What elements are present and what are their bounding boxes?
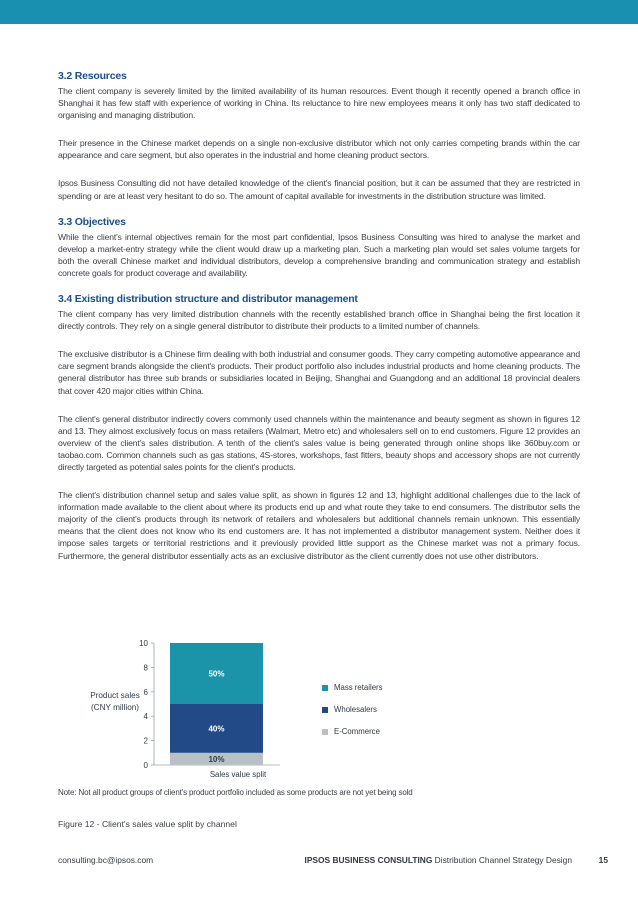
legend-label: E-Commerce: [334, 727, 380, 736]
footer-email: consulting.bc@ipsos.com: [58, 855, 154, 865]
paragraph: Their presence in the Chinese market depends on a single non-exclusive distributor which not only carries competing brands within the car appearance and care segment, but also operates in the industrial and home cleaning product sectors.: [58, 138, 580, 161]
y-tick-label: 6: [143, 687, 148, 697]
bar-data-label: 40%: [208, 724, 225, 734]
footer-brand-name: IPSOS BUSINESS CONSULTING: [304, 855, 433, 865]
legend-item-ecommerce: [322, 726, 383, 737]
legend-label: Mass retailers: [334, 683, 383, 692]
section-heading-resources: 3.2 Resources: [58, 70, 127, 82]
page-footer: [58, 855, 608, 867]
legend-item-wholesalers: [322, 704, 383, 715]
chart-legend: [322, 682, 383, 748]
legend-swatch: [322, 685, 328, 691]
paragraph: Ipsos Business Consulting did not have detailed knowledge of the client's financial position, but it can be assumed that they are restricted in spending or are at least very hesitant to do so. The amount of capital available for investments in the distribution structure was limited.: [58, 178, 580, 201]
sales-split-chart: [58, 640, 580, 785]
bar-data-label: 10%: [208, 754, 225, 764]
footer-brand: [305, 855, 572, 865]
top-color-bar: [0, 0, 638, 24]
y-tick-label: 4: [143, 712, 148, 722]
section-heading-objectives: 3.3 Objectives: [58, 215, 126, 228]
legend-swatch: [322, 707, 328, 713]
y-tick-label: 2: [143, 736, 148, 746]
chart-x-axis-label: Sales value split: [209, 770, 267, 779]
chart-y-axis-label: [80, 687, 150, 714]
paragraph: The exclusive distributor is a Chinese firm dealing with both industrial and consumer goods. They carry competing automotive appearance and care segment brands alongside the client's products. Their product portfolio also includes industrial products and home cleaning products. The general distributor has three sub brands or subsidiaries located in Beijing, Shanghai and Guangdong and an additional 18 provincial dealers that cover 420 major cities within China.: [58, 349, 580, 396]
paragraph: The client company is severely limited by the limited availability of its human resources. Event though it recently opened a branch office in Shanghai it has few staff with experience of working in China. Its reluctance to hire new employees means it only has two staff dedicated to organising and managing distribution.: [58, 86, 580, 121]
chart-y-label-line1: Product sales: [90, 691, 140, 700]
paragraph: The client's distribution channel setup and sales value split, as shown in figures 12 and 13, highlight additional challenges due to the lack of information made available to the client about where its products end up and what route they take to end consumers. The distributor sells the majority of the client's products through its network of retailers and wholesalers but additional channels remain unknown. This essentially means that the client does not know who its end customers are. It has not implemented a distributor management system. Neither does it impose sales targets or territorial restrictions and it previously provided little support as the Chinese market was not a primary focus. Furthermore, the general distributor essentially acts as an exclusive distributor as the client currently does not use other distributors.: [58, 490, 580, 561]
section-heading-distribution: 3.4 Existing distribution structure and distributor management: [58, 293, 358, 306]
paragraph: The client's general distributor indirectly covers commonly used channels within the maintenance and beauty segment as shown in figures 12 and 13. They almost exclusively focus on mass retailers (Walmart, Metro etc) and wholesalers sell on to end customers. Figure 12 provides an overview of the client's sales distribution. A tenth of the client's sales value is being generated through online shops like 360buy.com or taobao.com. Common channels such as gas stations, 4S-stores, workshops, fast fitters, beauty shops and accessory shops are not currently directly targeted as potential sales points for the client's products.: [58, 413, 580, 472]
legend-item-mass-retailers: [322, 682, 383, 693]
paragraph: While the client's internal objectives remain for the most part confidential, Ipsos Business Consulting was hired to analyse the market and develop a market-entry strategy while the client would draw up a marketing plan. Such a marketing plan would set sales volume targets for both the overall Chinese market and individual distributors, develop a comprehensive branding and communication strategy and establish concrete goals for product coverage and availability.: [58, 231, 580, 278]
y-tick-label: 10: [139, 640, 148, 648]
legend-swatch: [322, 729, 328, 735]
bar-data-label: 50%: [208, 669, 225, 679]
y-tick-label: 0: [143, 761, 148, 770]
chart-note: Note: Not all product groups of client's product portfolio included as some products are not yet being sold: [58, 788, 413, 797]
y-tick-label: 8: [143, 663, 148, 673]
figure-caption: Figure 12 - Client's sales value split by channel: [58, 819, 237, 829]
footer-doc-title: Distribution Channel Strategy Design: [434, 855, 572, 865]
paragraph: The client company has very limited distribution channels with the recently established branch office in Shanghai being the first location it directly controls. They rely on a single general distributor to distribute their products to a limited number of channels.: [58, 309, 580, 332]
legend-label: Wholesalers: [334, 705, 377, 714]
page-number: 15: [598, 855, 608, 865]
chart-y-label-line2: (CNY million): [90, 703, 140, 712]
document-body: [58, 70, 580, 562]
